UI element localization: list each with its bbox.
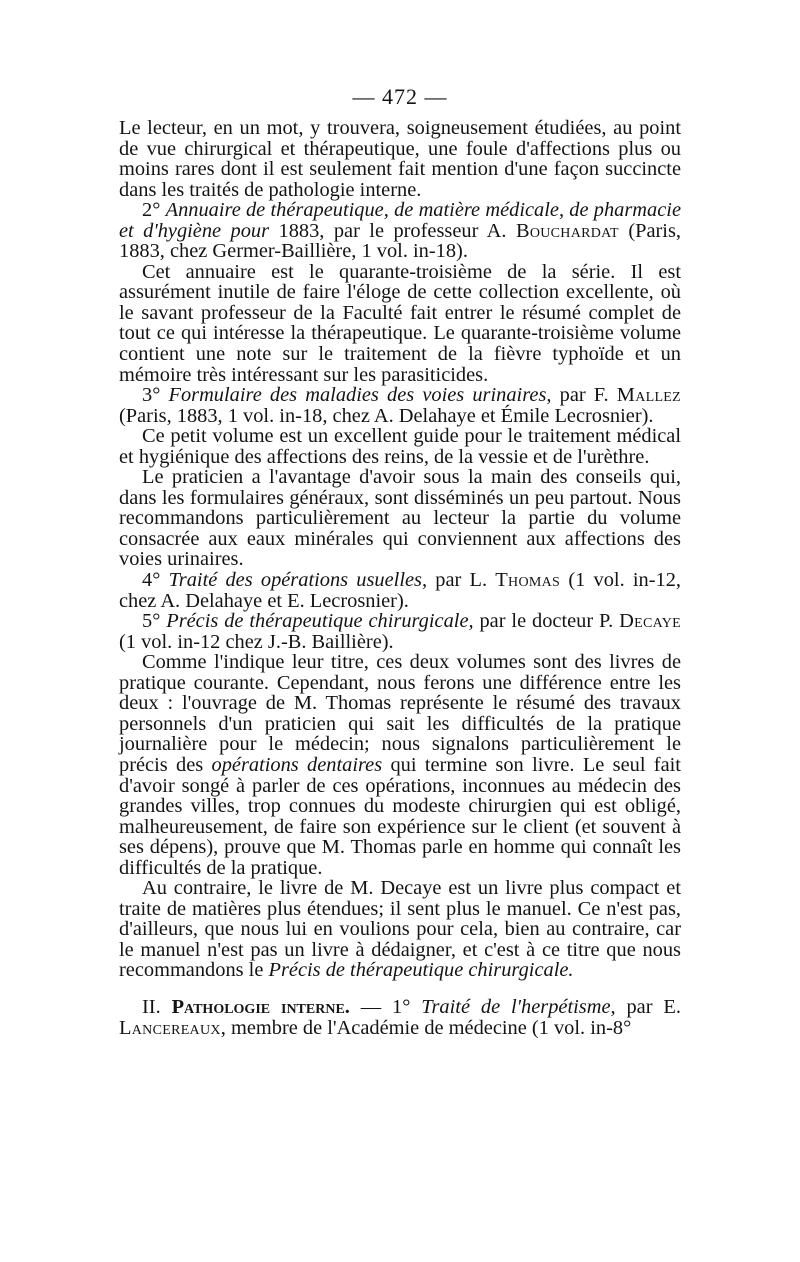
section-pathologie-interne: II. Pathologie interne. — 1° Traité de l'herpétisme, par E. Lancereaux, membre de l'Académie de médecine (1 vol. in-8° (119, 995, 681, 1039)
author-name: Lancereaux (119, 1016, 221, 1039)
paragraph-praticien: Le praticien a l'avantage d'avoir sous la main des conseils qui, dans les formulaires généraux, sont disséminés un peu partout. Nous recommandons particulièrement au lecteur la partie du volume consacrée aux eaux minérales qui conviennent aux affections des voies urinaires. (119, 466, 681, 571)
book-title: Précis de thérapeutique chirurgicale, (166, 610, 474, 633)
page-body (119, 118, 681, 1038)
entry-number: 3° (142, 384, 169, 407)
paragraph-decaye: Au contraire, le livre de M. Decaye est un livre plus compact et traite de matières plus étendues; il sent plus le manuel. Ce n'est pas, d'ailleurs, que nous lui en voulions pour cela, bien au contraire, car le manuel n'est pas un livre à dédaigner, et c'est à ce titre que nous recommandons le Précis de thérapeutique chirurgicale. (119, 877, 681, 982)
book-title: Formulaire des maladies des voies urinaires, (168, 384, 552, 407)
emphasis: opérations dentaires (211, 753, 383, 776)
paragraph-comparison: Comme l'indique leur titre, ces deux volumes sont des livres de pratique courante. Cependant, nous ferons une différence entre les deux : l'ouvrage de M. Thomas représente le résumé des travaux personnels d'un praticien qui sait les difficultés de la pratique journalière pour le médecin; nous signalons particulièrement le précis des opérations dentaires qui termine son livre. Le seul fait d'avoir songé à parler de ces opérations, inconnues au médecin des grandes villes, trop connues du modeste chirurgien qui est obligé, malheureusement, de faire son expérience sur le client (et souvent à ses dépens), prouve que M. Thomas parle en homme qui connaît les difficultés de la pratique. (119, 651, 681, 879)
entry-precis: 5° Précis de thérapeutique chirurgicale, par le docteur P. Decaye (1 vol. in-12 chez J.-B. Baillière). (119, 610, 681, 653)
author-name: Thomas (495, 569, 561, 592)
emphasis: Précis de thérapeutique chirurgicale. (268, 959, 574, 982)
paragraph-formulaire-review: Ce petit volume est un excellent guide pour le traitement médical et hygiénique des affections des reins, de la vessie et de l'urèthre. (119, 425, 681, 468)
author-name: Bouchardat (515, 219, 619, 242)
author-name: Decaye (619, 610, 681, 633)
book-title: Annuaire de thérapeutique, de matière médicale, de pharmacie et d'hygiène pour (119, 199, 681, 242)
entry-number: 5° (142, 610, 167, 633)
entry-operations: 4° Traité des opérations usuelles, par L. Thomas (1 vol. in-12, chez A. Delahaye et E. Lecrosnier). (119, 569, 682, 612)
book-title: Traité des opérations usuelles, (168, 569, 428, 592)
author-name: Mallez (616, 384, 682, 407)
entry-number: 4° (142, 569, 169, 592)
section-gap (119, 981, 681, 997)
book-title: Traité de l'herpétisme, (421, 995, 616, 1018)
entry-formulaire: 3° Formulaire des maladies des voies urinaires, par F. Mallez (Paris, 1883, 1 vol. in-18, chez A. Delahaye et Émile Lecrosnier). (119, 384, 682, 427)
paragraph-annuaire-review: Cet annuaire est le quarante-troisième de la série. Il est assurément inutile de faire l'éloge de cette collection excellente, où le savant professeur de la Faculté fait entrer le résumé complet de tout ce qui intéresse la thérapeutique. Le quarante-troisième volume contient une note sur le traitement de la fièvre typhoïde et un mémoire très intéressant sur les parasiticides. (119, 260, 681, 386)
paragraph-intro: Le lecteur, en un mot, y trouvera, soigneusement étudiées, au point de vue chirurgical et thérapeutique, une foule d'affections plus ou moins rares dont il est seulement fait mention d'une façon succincte dans les traités de pathologie interne. (119, 117, 681, 201)
page-number: — 472 — (352, 84, 448, 109)
entry-number: 2° (142, 199, 166, 222)
entry-annuaire: 2° Annuaire de thérapeutique, de matière médicale, de pharmacie et d'hygiène pour 1883, par le professeur A. Bouchardat (Paris, 1883, chez Germer-Baillière, 1 vol. in-18). (119, 199, 682, 263)
section-heading: Pathologie interne. (171, 995, 350, 1018)
